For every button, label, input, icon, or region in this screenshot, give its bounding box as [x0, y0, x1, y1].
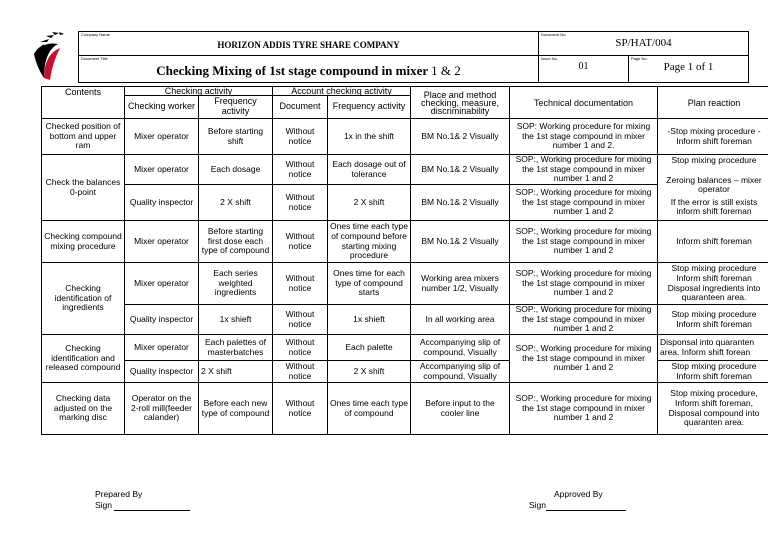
table-row — [42, 305, 768, 335]
header-checking-worker: Checking worker — [125, 96, 199, 119]
cell-plan-reaction — [658, 155, 768, 221]
cell-place-method: Accompanying slip of compound, Visually — [411, 361, 510, 383]
cell-worker: Mixer operator — [125, 119, 199, 155]
cell-worker: Mixer operator — [125, 155, 199, 185]
cell-place-method: BM No.1& 2 Visually — [411, 119, 510, 155]
cell-frequency-2: 2 X shift — [328, 185, 411, 221]
cell-plan-reaction: Stop mixing procedure Inform shift foreman Disposal ingredients into quaranteen area. — [658, 263, 768, 305]
cell-frequency-2: 1x in the shift — [328, 119, 411, 155]
document-no-label: Document No. — [541, 32, 567, 37]
issue-no-label: Issue No. — [541, 56, 558, 62]
header-document: Document — [273, 96, 328, 119]
plan-line: Stop mixing procedure — [671, 155, 757, 165]
cell-frequency: Before each new type of compound — [199, 383, 273, 435]
cell-worker: Mixer operator — [125, 221, 199, 263]
prepared-by-label: Prepared By — [95, 489, 143, 499]
company-name: HORIZON ADDIS TYRE SHARE COMPANY — [217, 40, 400, 50]
document-no: SP/HAT/004 — [615, 37, 672, 49]
cell-document: Without notice — [273, 263, 328, 305]
table-row — [42, 119, 768, 155]
plan-line: If the error is still exists inform shift foreman — [670, 196, 758, 217]
cell-worker: Quality inspector — [125, 185, 199, 221]
group-header-checking-activity: Checking activity — [125, 87, 273, 96]
cell-frequency: Each series weighted ingredients — [199, 263, 273, 305]
cell-frequency-2: Ones time each type of compound — [328, 383, 411, 435]
cell-frequency: Each dosage — [199, 155, 273, 185]
document-header — [78, 31, 749, 83]
table-row — [42, 335, 768, 361]
document-title-label: Document Title — [81, 56, 108, 62]
cell-place-method: BM No.1& 2 Visually — [411, 221, 510, 263]
cell-plan-reaction: Stop mixing procedure Inform shift foreman — [658, 361, 768, 383]
header-frequency-activity-2: Frequency activity — [328, 96, 411, 119]
cell-frequency: 2 X shift — [199, 185, 273, 221]
approved-by-block — [529, 489, 626, 511]
cell-frequency-2: Each palette — [328, 335, 411, 361]
group-header-row — [42, 87, 768, 96]
cell-frequency: Before starting first dose each type of compound — [199, 221, 273, 263]
cell-technical-doc: SOP:, Working procedure for mixing the 1st stage compound in mixer number 1 and 2 — [510, 335, 658, 383]
table-row — [42, 155, 768, 185]
cell-worker: Quality inspector — [125, 305, 199, 335]
document-title-cell — [79, 56, 539, 83]
cell-technical-doc: SOP: Working procedure for mixing the 1st stage compound in mixer number 1 and 2. — [510, 119, 658, 155]
cell-plan-reaction: Inform shift foreman — [658, 221, 768, 263]
prepared-signature-line — [114, 510, 190, 511]
cell-place-method: Working area mixers number 1/2, Visually — [411, 263, 510, 305]
cell-plan-reaction: Stop mixing procedure, Inform shift foreman, Disposal compound into quaranten area. — [658, 383, 768, 435]
cell-worker: Quality inspector — [125, 361, 199, 383]
cell-worker: Operator on the 2-roll mill(feeder calander) — [125, 383, 199, 435]
checking-activity-table — [41, 86, 768, 435]
page-no-label: Page No. — [631, 56, 648, 62]
header-technical-documentation: Technical documentation — [510, 87, 658, 119]
table-row — [42, 263, 768, 305]
cell-frequency: 2 X shift — [199, 361, 273, 383]
header-frequency-activity: Frequency activity — [199, 96, 273, 119]
header-contents: Contents — [42, 87, 125, 119]
document-title-main: Checking Mixing of 1st stage compound in mixer — [156, 63, 428, 79]
cell-document: Without notice — [273, 335, 328, 361]
sign-label: Sign — [529, 500, 547, 510]
table-row — [42, 383, 768, 435]
cell-document: Without notice — [273, 383, 328, 435]
cell-frequency: 1x shieft — [199, 305, 273, 335]
group-header-account-checking-activity: Account checking activity — [273, 87, 411, 96]
cell-document: Without notice — [273, 305, 328, 335]
cell-frequency-2: 2 X shift — [328, 361, 411, 383]
cell-technical-doc: SOP:, Working procedure for mixing the 1st stage compound in mixer number 1 and 2 — [510, 383, 658, 435]
document-no-cell — [539, 32, 749, 56]
cell-place-method: Before input to the cooler line — [411, 383, 510, 435]
cell-frequency: Before starting shift — [199, 119, 273, 155]
approved-by-label: Approved By — [554, 489, 603, 499]
approved-signature-line — [546, 510, 626, 511]
cell-document: Without notice — [273, 185, 328, 221]
cell-technical-doc: SOP:, Working procedure for mixing the 1st stage compound in mixer number 1 and 2 — [510, 155, 658, 185]
document-title — [81, 63, 536, 79]
cell-contents: Checking data adjusted on the marking disc — [42, 383, 125, 435]
cell-contents: Check the balances 0-point — [42, 155, 125, 221]
issue-no: 01 — [578, 61, 589, 73]
table-row — [42, 221, 768, 263]
approved-sign-row — [529, 500, 626, 511]
cell-contents: Checking compound mixing procedure — [42, 221, 125, 263]
cell-plan-reaction: Stop mixing procedure Inform shift foreman — [658, 305, 768, 335]
page-no-cell — [629, 56, 749, 83]
cell-frequency-2: 1x shieft — [328, 305, 411, 335]
cell-frequency-2: Ones time each type of compound before starting mixing procedure — [328, 221, 411, 263]
cell-worker: Mixer operator — [125, 263, 199, 305]
cell-document: Without notice — [273, 119, 328, 155]
prepared-by-block — [95, 489, 190, 511]
sign-label: Sign — [95, 500, 113, 510]
document-title-suffix: 1 & 2 — [431, 63, 461, 79]
plan-line: Zeroing balances – mixer operator — [666, 174, 762, 195]
header-plan-reaction: Plan reaction — [658, 87, 768, 119]
cell-place-method: BM No.1& 2 Visually — [411, 185, 510, 221]
cell-worker: Mixer operator — [125, 335, 199, 361]
cell-frequency: Each palettes of masterbatches — [199, 335, 273, 361]
page-number: Page 1 of 1 — [663, 61, 714, 74]
cell-place-method: BM No.1& 2 Visually — [411, 155, 510, 185]
cell-contents: Checking identification of ingredients — [42, 263, 125, 335]
cell-technical-doc: SOP:, Working procedure for mixing the 1st stage compound in mixer number 1 and 2 — [510, 221, 658, 263]
cell-document: Without notice — [273, 361, 328, 383]
cell-document: Without notice — [273, 221, 328, 263]
cell-technical-doc: SOP:, Working procedure for mixing the 1st stage compound in mixer number 1 and 2 — [510, 263, 658, 305]
table-row — [42, 361, 768, 383]
cell-plan-reaction: -Stop mixing procedure -Inform shift foreman — [658, 119, 768, 155]
cell-frequency-2: Ones time for each type of compound starts — [328, 263, 411, 305]
cell-place-method: Accompanying slip of compound, Visually — [411, 335, 510, 361]
cell-contents: Checking identification and released compound — [42, 335, 125, 383]
cell-technical-doc: SOP:, Working procedure for mixing the 1st stage compound in mixer number 1 and 2 — [510, 305, 658, 335]
company-logo-icon — [30, 28, 74, 84]
cell-contents: Checked position of bottom and upper ram — [42, 119, 125, 155]
company-name-cell — [79, 32, 539, 56]
header-place-method: Place and method checking, measure, discriminability — [411, 87, 510, 119]
cell-technical-doc: SOP:, Working procedure for mixing the 1st stage compound in mixer number 1 and 2 — [510, 185, 658, 221]
issue-no-cell — [539, 56, 629, 83]
company-name-label: Company Name — [81, 32, 110, 37]
cell-place-method: In all working area — [411, 305, 510, 335]
cell-document: Without notice — [273, 155, 328, 185]
prepared-sign-row — [95, 500, 190, 511]
cell-plan-reaction: Disponsal into quaranten area. Inform shift forean — [658, 335, 768, 361]
cell-frequency-2: Each dosage out of tolerance — [328, 155, 411, 185]
